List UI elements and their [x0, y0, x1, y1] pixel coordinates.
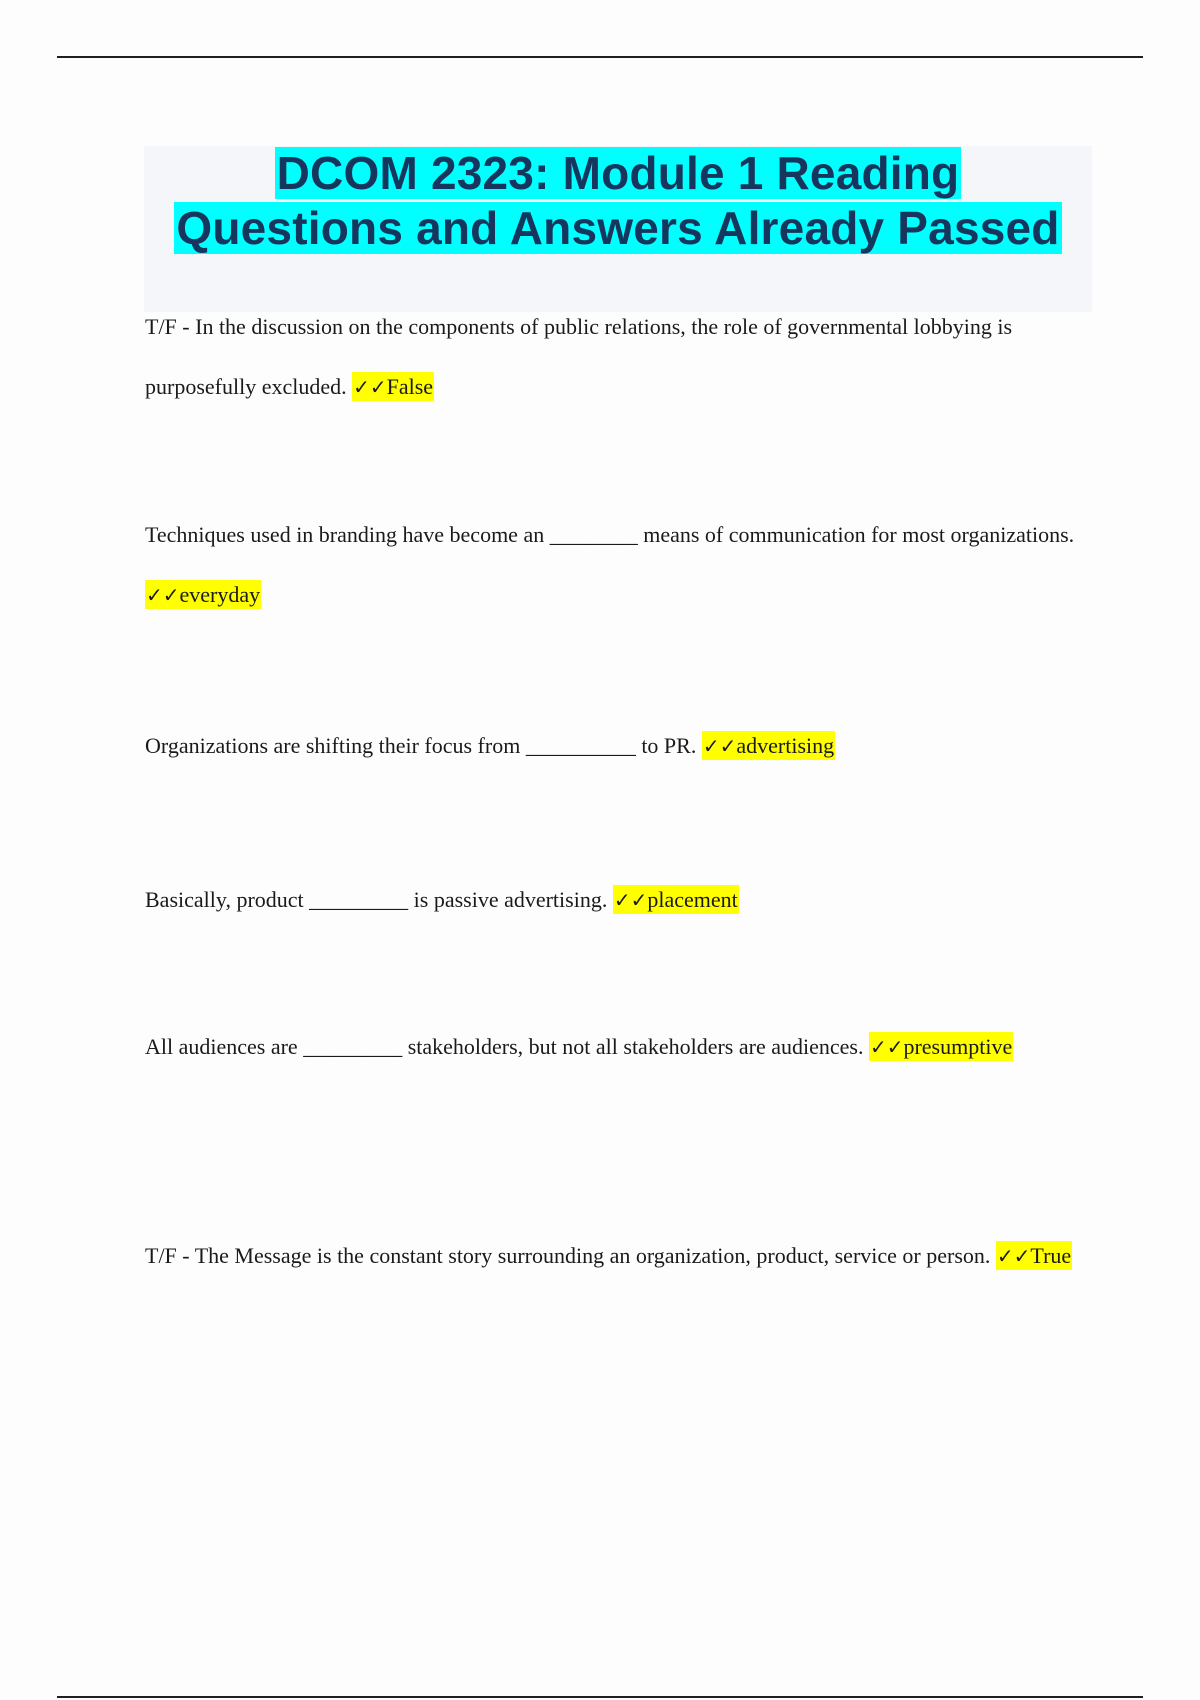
answer-text: advertising — [736, 733, 835, 758]
answer-highlight — [996, 1241, 1072, 1270]
check-icon: ✓✓ — [146, 583, 180, 607]
answer-text: True — [1030, 1243, 1072, 1268]
answer-highlight — [702, 731, 835, 760]
qa-item-5 — [145, 1017, 1095, 1077]
qa-item-1 — [145, 297, 1095, 417]
question-text: All audiences are _________ stakeholders, but not all stakeholders are audiences. — [145, 1034, 869, 1059]
answer-highlight — [352, 372, 434, 401]
question-text: Basically, product _________ is passive advertising. — [145, 887, 613, 912]
check-icon: ✓✓ — [869, 1035, 904, 1059]
qa-item-3 — [145, 716, 1095, 776]
check-icon: ✓✓ — [353, 375, 387, 399]
check-icon: ✓✓ — [702, 734, 737, 758]
answer-text: False — [386, 374, 434, 399]
question-text: Techniques used in branding have become an ________ means of communication for most organizations. — [145, 522, 1075, 547]
answer-highlight — [869, 1032, 1013, 1061]
header-rule — [57, 56, 1143, 58]
qa-item-4 — [145, 870, 1095, 930]
qa-item-6 — [145, 1227, 1095, 1285]
answer-text: presumptive — [903, 1034, 1013, 1059]
title-block — [144, 146, 1092, 312]
title-line-1: DCOM 2323: Module 1 Reading — [276, 147, 960, 199]
footer-rule — [57, 1696, 1143, 1698]
check-icon: ✓✓ — [996, 1244, 1031, 1268]
qa-item-2 — [145, 505, 1095, 625]
answer-highlight — [145, 580, 261, 609]
answer-text: placement — [647, 887, 738, 912]
question-text: T/F - The Message is the constant story surrounding an organization, product, service or person. — [145, 1243, 996, 1268]
answer-text: everyday — [179, 582, 261, 607]
document-title — [144, 146, 1092, 256]
question-text: T/F - In the discussion on the components of public relations, the role of governmental lobbying is purposefully excluded. — [145, 314, 1013, 399]
answer-highlight — [613, 885, 739, 914]
title-line-2: Questions and Answers Already Passed — [176, 202, 1060, 254]
question-text: Organizations are shifting their focus from __________ to PR. — [145, 733, 702, 758]
check-icon: ✓✓ — [613, 888, 648, 912]
